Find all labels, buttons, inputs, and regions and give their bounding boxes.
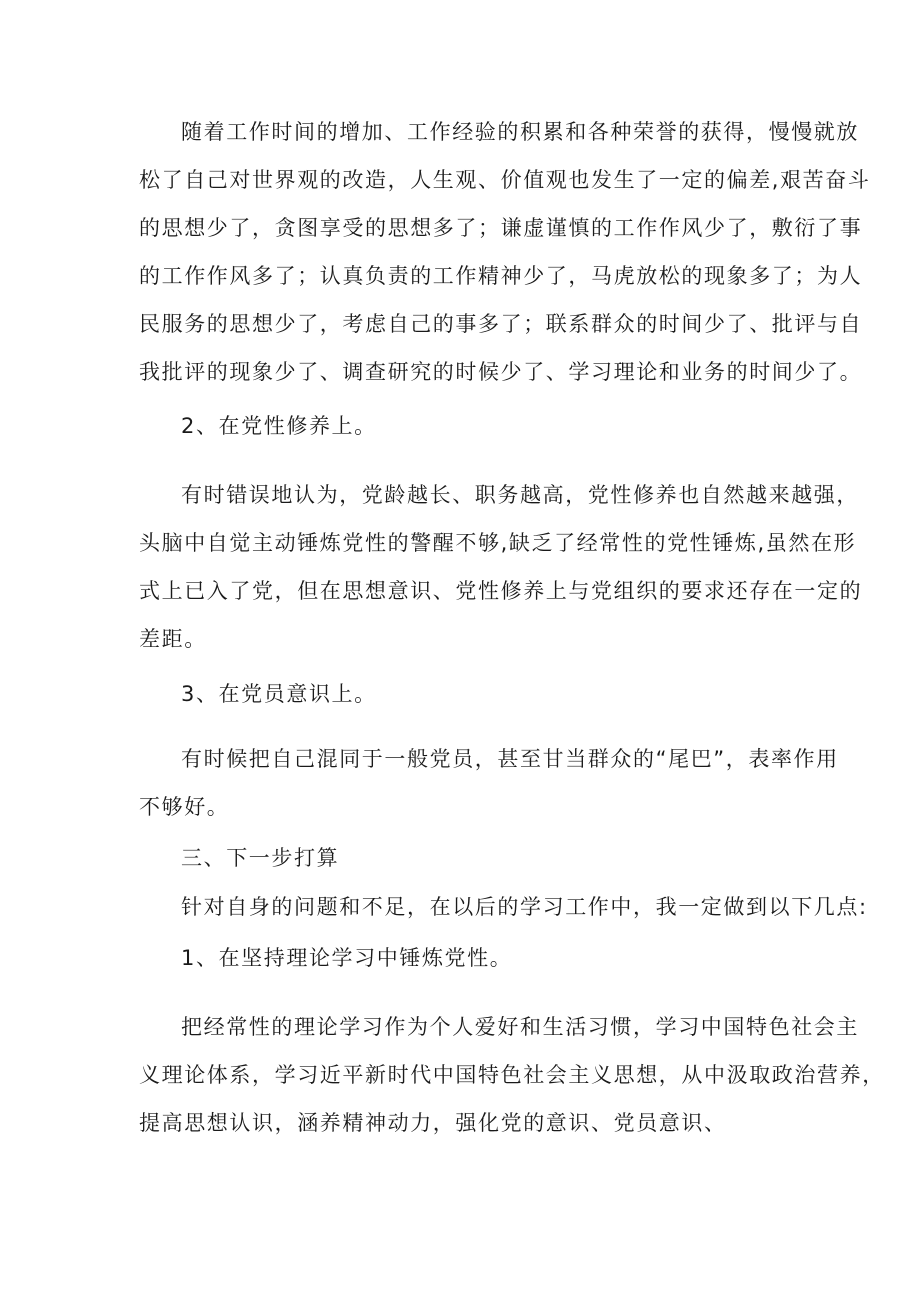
paragraph-line: 有时候把自己混同于一般党员，甚至甘当群众的“尾巴”，表率作用 <box>181 747 839 771</box>
paragraph-line: 差距。 <box>139 627 207 651</box>
paragraph-line: 的思想少了，贪图享受的思想多了；谦虚谨慎的工作作风少了，敷衍了事 <box>139 216 863 240</box>
paragraph-line: 随着工作时间的增加、工作经验的积累和各种荣誉的获得，慢慢就放 <box>181 120 859 144</box>
paragraph-line: 头脑中自觉主动锤炼党性的警醒不够,缺乏了经常性的党性锤炼,虽然在形 <box>139 531 857 555</box>
section-heading: 2、在党性修养上。 <box>181 414 377 438</box>
item-heading: 1、在坚持理论学习中锤炼党性。 <box>181 946 513 970</box>
paragraph-line: 有时错误地认为，党龄越长、职务越高，党性修养也自然越来越强， <box>181 483 859 507</box>
paragraph-line: 义理论体系，学习近平新时代中国特色社会主义思想，从中汲取政治营养， <box>139 1063 885 1087</box>
paragraph-line: 民服务的思想少了，考虑自己的事多了；联系群众的时间少了、批评与自 <box>139 312 863 336</box>
paragraph-line: 不够好。 <box>139 795 230 819</box>
section-title: 三、下一步打算 <box>181 846 340 870</box>
paragraph-line: 式上已入了党，但在思想意识、党性修养上与党组织的要求还存在一定的 <box>139 579 863 603</box>
paragraph-line: 把经常性的理论学习作为个人爱好和生活习惯，学习中国特色社会主 <box>181 1015 859 1039</box>
paragraph-line: 的工作作风多了；认真负责的工作精神少了，马虎放松的现象多了；为人 <box>139 264 863 288</box>
paragraph-line: 针对自身的问题和不足，在以后的学习工作中，我一定做到以下几点: <box>181 895 868 919</box>
section-heading: 3、在党员意识上。 <box>181 682 377 706</box>
paragraph-line: 松了自己对世界观的改造，人生观、价值观也发生了一定的偏差,艰苦奋斗 <box>139 168 871 192</box>
paragraph-line: 提高思想认识，涵养精神动力，强化党的意识、党员意识、 <box>139 1111 727 1135</box>
paragraph-line: 我批评的现象少了、调查研究的时候少了、学习理论和业务的时间少了。 <box>139 360 863 384</box>
